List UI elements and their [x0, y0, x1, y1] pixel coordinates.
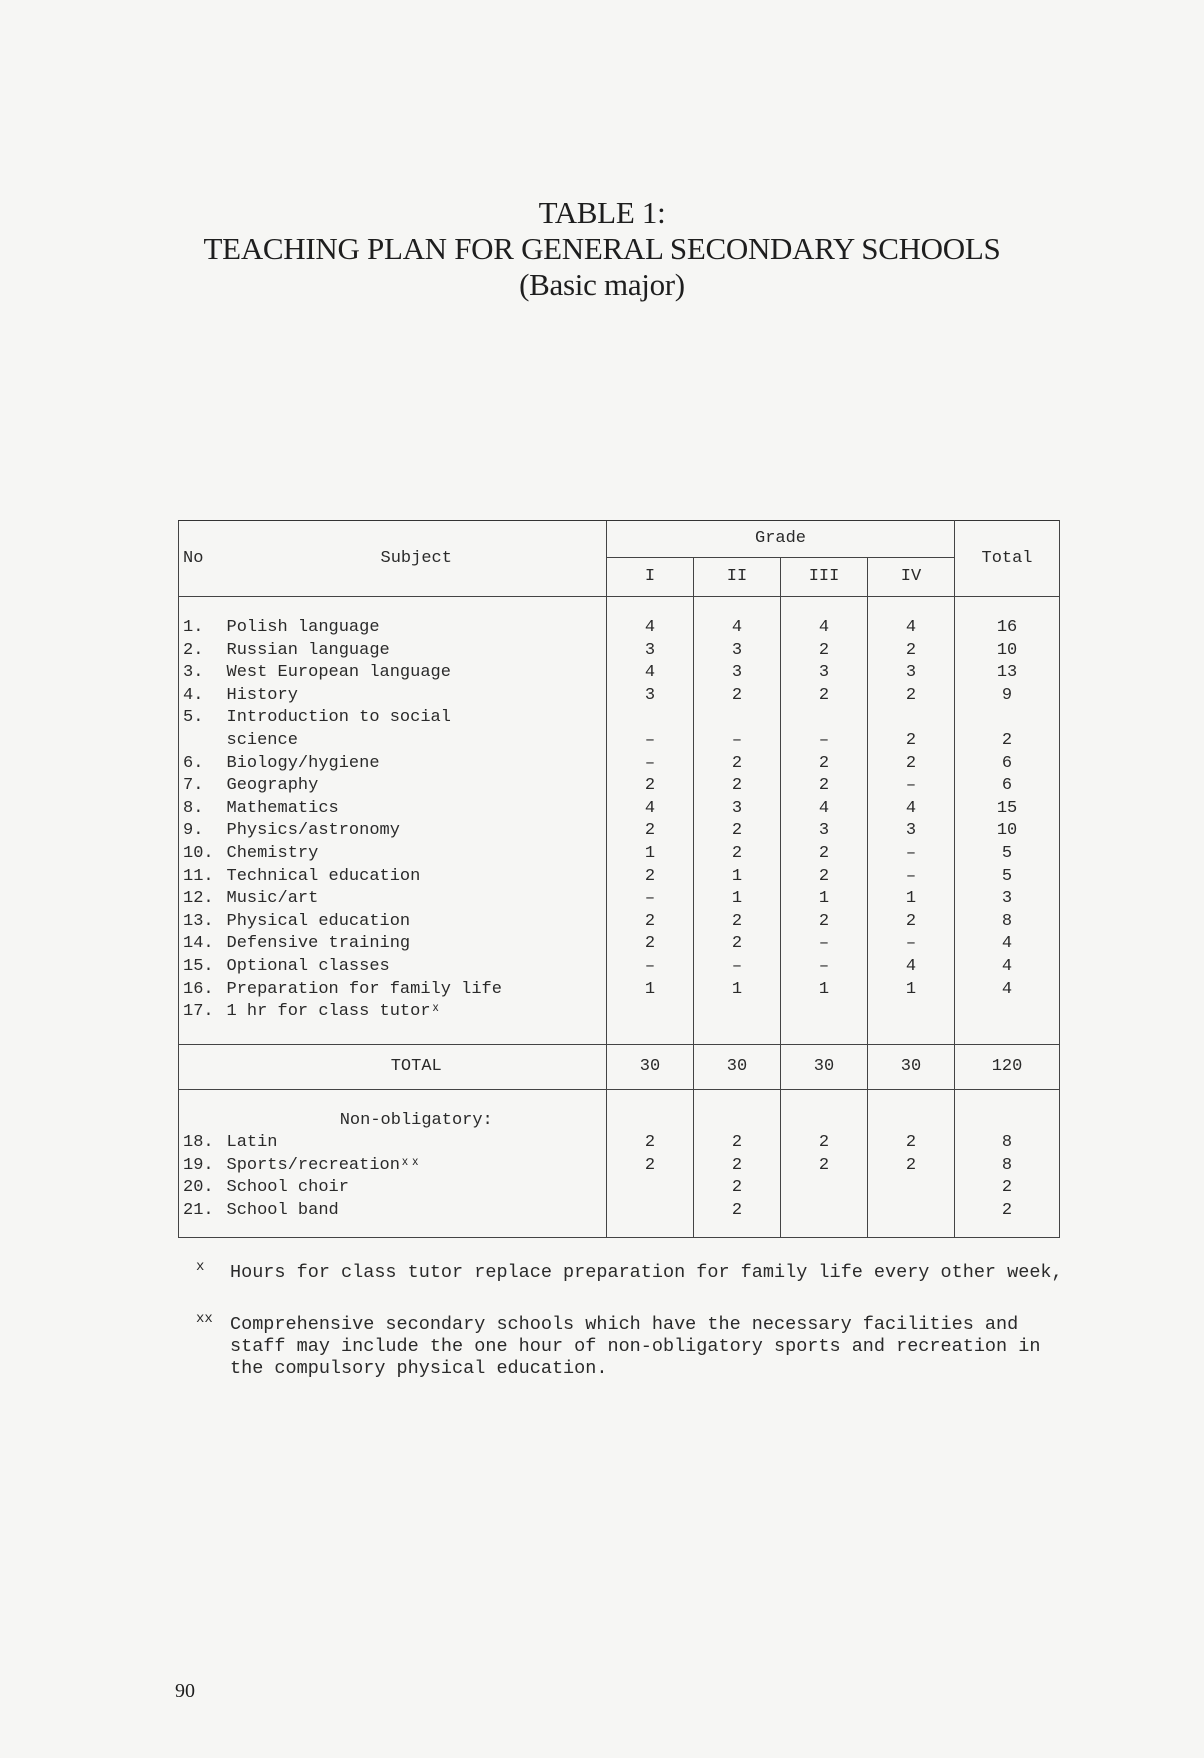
page-number: 90: [175, 1680, 195, 1702]
row-total: 8: [955, 1132, 1060, 1155]
row-grade-4: 2: [868, 685, 955, 708]
row-gap: [179, 597, 1060, 618]
row-number: 19.: [179, 1155, 227, 1178]
subject-row: [179, 888, 1060, 911]
row-total: 8: [955, 1155, 1060, 1178]
subject-row: [179, 866, 1060, 889]
row-grade-3: –: [781, 933, 868, 956]
row-grade-4: 2: [868, 730, 955, 753]
row-grade-3: 1: [781, 888, 868, 911]
row-grade-1: 3: [607, 685, 694, 708]
row-grade-2: [694, 707, 781, 730]
row-grade-2: 2: [694, 1177, 781, 1200]
row-total: 16: [955, 617, 1060, 640]
subject-row: [179, 730, 1060, 753]
row-subject: Optional classes: [226, 956, 390, 976]
row-grade-3: 2: [781, 775, 868, 798]
row-number: 18.: [179, 1132, 227, 1155]
row-subject: Preparation for family life: [226, 979, 502, 999]
row-grade-3: 3: [781, 662, 868, 685]
row-total: 10: [955, 640, 1060, 663]
nonobligatory-row: [179, 1177, 1060, 1200]
row-number: 11.: [179, 866, 227, 889]
row-number: 3.: [179, 662, 227, 685]
row-total: 13: [955, 662, 1060, 685]
subject-row: [179, 753, 1060, 776]
header-subject: Subject: [227, 521, 607, 597]
subject-row: [179, 662, 1060, 685]
header-total: Total: [955, 521, 1060, 597]
row-grade-3: 3: [781, 820, 868, 843]
row-grade-2: 2: [694, 820, 781, 843]
row-grade-1: 2: [607, 933, 694, 956]
row-grade-3: 1: [781, 979, 868, 1002]
row-grade-1: 2: [607, 820, 694, 843]
row-total: 15: [955, 798, 1060, 821]
row-grade-1: –: [607, 753, 694, 776]
row-total: 2: [955, 730, 1060, 753]
header-no: No: [179, 521, 227, 597]
total-total: 120: [955, 1044, 1060, 1089]
row-grade-4: –: [868, 866, 955, 889]
row-grade-3: 4: [781, 617, 868, 640]
row-total: 3: [955, 888, 1060, 911]
row-subject: Technical education: [226, 866, 421, 886]
footnote-text: Hours for class tutor replace preparation for family life every other week,: [230, 1262, 1063, 1283]
row-grade-1: 2: [607, 911, 694, 934]
row-grade-4: [868, 1177, 955, 1200]
row-grade-4: 3: [868, 662, 955, 685]
row-grade-4: [868, 1001, 955, 1024]
table-number: TABLE 1:: [538, 195, 666, 230]
row-subject: Russian language: [226, 640, 390, 660]
header-grade-3: III: [781, 558, 868, 597]
subject-row: [179, 956, 1060, 979]
row-grade-1: 4: [607, 662, 694, 685]
row-grade-4: –: [868, 775, 955, 798]
row-grade-1: [607, 1177, 694, 1200]
row-grade-4: 1: [868, 979, 955, 1002]
row-total: 5: [955, 866, 1060, 889]
header-grade: Grade: [607, 521, 955, 558]
subject-row: [179, 798, 1060, 821]
row-grade-4: [868, 707, 955, 730]
row-grade-3: 2: [781, 640, 868, 663]
row-grade-3: [781, 1200, 868, 1223]
row-number: 1.: [179, 617, 227, 640]
row-number: 20.: [179, 1177, 227, 1200]
row-number: 13.: [179, 911, 227, 934]
subject-row: [179, 979, 1060, 1002]
row-grade-2: 2: [694, 911, 781, 934]
nonobligatory-row: [179, 1132, 1060, 1155]
subject-row: [179, 685, 1060, 708]
nonobligatory-spacer: [179, 1110, 227, 1133]
total-grade-4: 30: [868, 1044, 955, 1089]
row-grade-4: 4: [868, 956, 955, 979]
row-grade-4: –: [868, 933, 955, 956]
row-gap: [179, 1024, 1060, 1045]
row-grade-4: 2: [868, 1132, 955, 1155]
total-grade-2: 30: [694, 1044, 781, 1089]
total-label: TOTAL: [227, 1044, 607, 1089]
row-subject: Physics/astronomy: [226, 821, 400, 841]
row-subject: science: [226, 730, 298, 750]
subject-row: [179, 933, 1060, 956]
row-total: 4: [955, 956, 1060, 979]
row-number: 12.: [179, 888, 227, 911]
table-bottom: [179, 1223, 1060, 1238]
row-grade-3: 2: [781, 843, 868, 866]
subject-row: [179, 640, 1060, 663]
row-grade-2: 2: [694, 1200, 781, 1223]
total-grade-3: 30: [781, 1044, 868, 1089]
row-subject: History: [226, 685, 298, 705]
subject-row: [179, 617, 1060, 640]
row-total: [955, 707, 1060, 730]
subject-row: [179, 820, 1060, 843]
row-grade-3: 2: [781, 866, 868, 889]
row-grade-4: 2: [868, 753, 955, 776]
row-grade-2: 2: [694, 1132, 781, 1155]
subject-row: [179, 707, 1060, 730]
row-total: 5: [955, 843, 1060, 866]
row-total: 4: [955, 933, 1060, 956]
row-subject: Latin: [226, 1133, 278, 1153]
row-gap: [179, 1089, 1060, 1110]
row-grade-2: –: [694, 730, 781, 753]
row-subject: Physical education: [226, 911, 411, 931]
row-grade-3: 2: [781, 911, 868, 934]
row-grade-3: 2: [781, 753, 868, 776]
row-grade-4: 4: [868, 798, 955, 821]
title-block: [0, 195, 1204, 303]
footnote: [196, 1311, 1076, 1380]
row-subject: Introduction to social: [226, 708, 451, 728]
total-row-spacer: [179, 1044, 227, 1089]
table-title: TEACHING PLAN FOR GENERAL SECONDARY SCHOOLS: [203, 231, 1001, 266]
row-total: 8: [955, 911, 1060, 934]
row-grade-2: 2: [694, 1155, 781, 1178]
row-grade-4: 4: [868, 617, 955, 640]
row-grade-1: [607, 1001, 694, 1024]
row-total: [955, 1001, 1060, 1024]
subject-row: [179, 911, 1060, 934]
row-grade-2: 2: [694, 933, 781, 956]
row-number: 10.: [179, 843, 227, 866]
row-grade-2: 4: [694, 617, 781, 640]
row-grade-2: 2: [694, 775, 781, 798]
row-grade-2: 3: [694, 798, 781, 821]
row-grade-3: [781, 707, 868, 730]
row-total: 2: [955, 1177, 1060, 1200]
row-grade-2: 2: [694, 685, 781, 708]
total-row: [179, 1044, 1060, 1089]
row-grade-1: [607, 707, 694, 730]
row-grade-2: 1: [694, 888, 781, 911]
footnote: [196, 1259, 1076, 1284]
row-grade-2: 3: [694, 662, 781, 685]
row-total: 4: [955, 979, 1060, 1002]
row-number: [179, 730, 227, 753]
row-grade-2: 3: [694, 640, 781, 663]
row-grade-1: 2: [607, 866, 694, 889]
nonobligatory-row: [179, 1155, 1060, 1178]
row-grade-3: –: [781, 956, 868, 979]
nonobligatory-header-row: [179, 1110, 1060, 1133]
row-grade-4: 2: [868, 640, 955, 663]
row-subject: Mathematics: [226, 798, 339, 818]
row-grade-3: [781, 1177, 868, 1200]
row-subject: Geography: [226, 776, 319, 796]
row-grade-3: –: [781, 730, 868, 753]
row-total: 9: [955, 685, 1060, 708]
row-grade-4: [868, 1200, 955, 1223]
row-grade-1: –: [607, 956, 694, 979]
footnote-mark: x: [196, 1259, 205, 1275]
row-total: 6: [955, 775, 1060, 798]
row-subject: 1 hr for class tutorˣ: [226, 1002, 441, 1022]
row-grade-1: 2: [607, 1132, 694, 1155]
total-grade-1: 30: [607, 1044, 694, 1089]
footnote-mark: xx: [196, 1311, 213, 1327]
row-grade-2: 1: [694, 979, 781, 1002]
teaching-plan-table: [178, 520, 1059, 1232]
row-number: 8.: [179, 798, 227, 821]
row-number: 17.: [179, 1001, 227, 1024]
row-number: 14.: [179, 933, 227, 956]
row-grade-1: –: [607, 888, 694, 911]
row-total: 10: [955, 820, 1060, 843]
row-grade-4: –: [868, 843, 955, 866]
row-grade-2: 2: [694, 753, 781, 776]
nonobligatory-label: Non-obligatory:: [339, 1110, 493, 1130]
header-grade-2: II: [694, 558, 781, 597]
row-grade-3: 2: [781, 1155, 868, 1178]
row-subject: West European language: [226, 663, 451, 683]
footnotes: [196, 1259, 1076, 1410]
row-subject: Polish language: [226, 618, 380, 637]
row-grade-3: 2: [781, 1132, 868, 1155]
row-subject: School band: [226, 1201, 339, 1221]
row-number: 2.: [179, 640, 227, 663]
row-total: 2: [955, 1200, 1060, 1223]
row-number: 7.: [179, 775, 227, 798]
row-grade-1: 3: [607, 640, 694, 663]
row-grade-4: 2: [868, 911, 955, 934]
row-number: 21.: [179, 1200, 227, 1223]
row-grade-4: 2: [868, 1155, 955, 1178]
row-subject: Chemistry: [226, 843, 319, 863]
subject-row: [179, 775, 1060, 798]
row-number: 5.: [179, 707, 227, 730]
row-grade-1: 4: [607, 798, 694, 821]
row-number: 4.: [179, 685, 227, 708]
row-number: 9.: [179, 820, 227, 843]
row-grade-2: –: [694, 956, 781, 979]
row-grade-3: [781, 1001, 868, 1024]
row-grade-1: –: [607, 730, 694, 753]
row-grade-2: [694, 1001, 781, 1024]
row-total: 6: [955, 753, 1060, 776]
row-grade-3: 4: [781, 798, 868, 821]
row-subject: Biology/hygiene: [226, 753, 380, 773]
subject-row: [179, 843, 1060, 866]
row-grade-1: [607, 1200, 694, 1223]
footnote-text: Comprehensive secondary schools which have the necessary facilities and staff may include the one hour of non-obligatory sports and recreation in the compulsory physical education.: [230, 1314, 1041, 1379]
row-number: 6.: [179, 753, 227, 776]
row-subject: Sports/recreationˣˣ: [226, 1155, 421, 1175]
row-grade-1: 2: [607, 1155, 694, 1178]
row-grade-4: 3: [868, 820, 955, 843]
row-subject: School choir: [226, 1178, 349, 1198]
row-grade-1: 1: [607, 843, 694, 866]
row-grade-2: 2: [694, 843, 781, 866]
row-grade-3: 2: [781, 685, 868, 708]
subject-row: [179, 1001, 1060, 1024]
row-number: 15.: [179, 956, 227, 979]
table-subtitle: (Basic major): [519, 267, 685, 302]
row-number: 16.: [179, 979, 227, 1002]
row-grade-2: 1: [694, 866, 781, 889]
row-grade-1: 2: [607, 775, 694, 798]
nonobligatory-row: [179, 1200, 1060, 1223]
row-grade-4: 1: [868, 888, 955, 911]
header-grade-1: I: [607, 558, 694, 597]
row-subject: Defensive training: [226, 934, 411, 954]
row-subject: Music/art: [226, 889, 319, 909]
row-grade-1: 4: [607, 617, 694, 640]
header-grade-4: IV: [868, 558, 955, 597]
row-grade-1: 1: [607, 979, 694, 1002]
